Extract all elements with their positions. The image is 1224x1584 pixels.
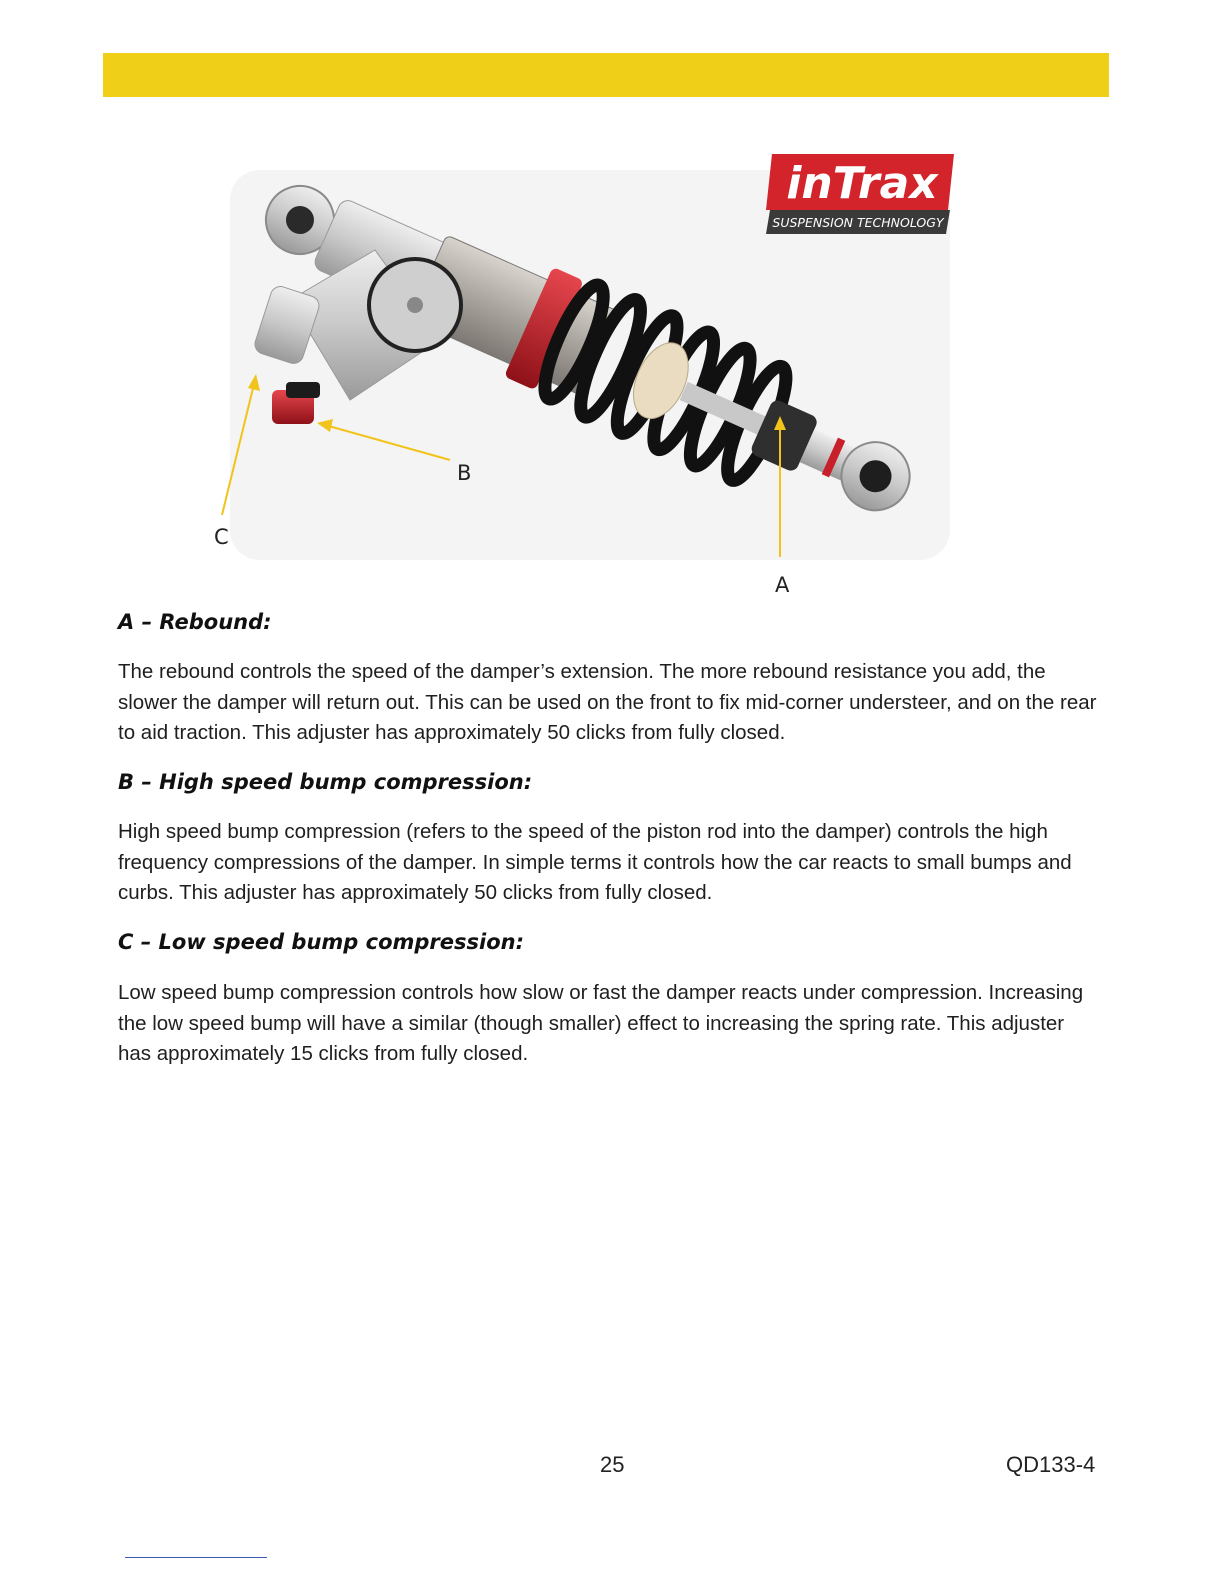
section-body-rebound: The rebound controls the speed of the damper’s extension. The more rebound resistance you add, the slower the damper will return out. This can be used on the front to fix mid-corner understeer, and on the rear to aid traction. This adjuster has approximately 50 clicks from fully closed.	[118, 660, 1097, 744]
logo-brand-text: inTrax	[786, 158, 938, 209]
footer-rule	[125, 1557, 267, 1558]
section-body-low-speed: Low speed bump compression controls how slow or fast the damper reacts under compression. Increasing the low speed bump will have a similar (though smaller) effect to increasing the spring rate. This adjuster has approximately 15 clicks from fully closed.	[118, 981, 1084, 1065]
callout-label-b: B	[457, 461, 472, 485]
section-heading-rebound: A – Rebound:	[118, 610, 272, 634]
damper-illustration	[200, 140, 1020, 600]
damper-figure	[200, 140, 1020, 600]
page-number: 25	[600, 1452, 625, 1477]
callout-label-a: A	[775, 573, 790, 597]
section-body-high-speed: High speed bump compression (refers to the speed of the piston rod into the damper) controls the high frequency compressions of the damper. In simple terms it controls how the car reacts to small bumps and curbs. This adjuster has approximately 50 clicks from fully closed.	[118, 820, 1072, 904]
section-heading-low-speed: C – Low speed bump compression:	[118, 930, 524, 954]
intrax-logo	[766, 154, 954, 234]
document-code: QD133-4	[1006, 1452, 1096, 1477]
header-bar	[103, 53, 1109, 97]
callout-label-c: C	[214, 525, 229, 549]
section-heading-high-speed: B – High speed bump compression:	[118, 770, 533, 794]
logo-tagline-text: SUSPENSION TECHNOLOGY	[772, 215, 944, 230]
